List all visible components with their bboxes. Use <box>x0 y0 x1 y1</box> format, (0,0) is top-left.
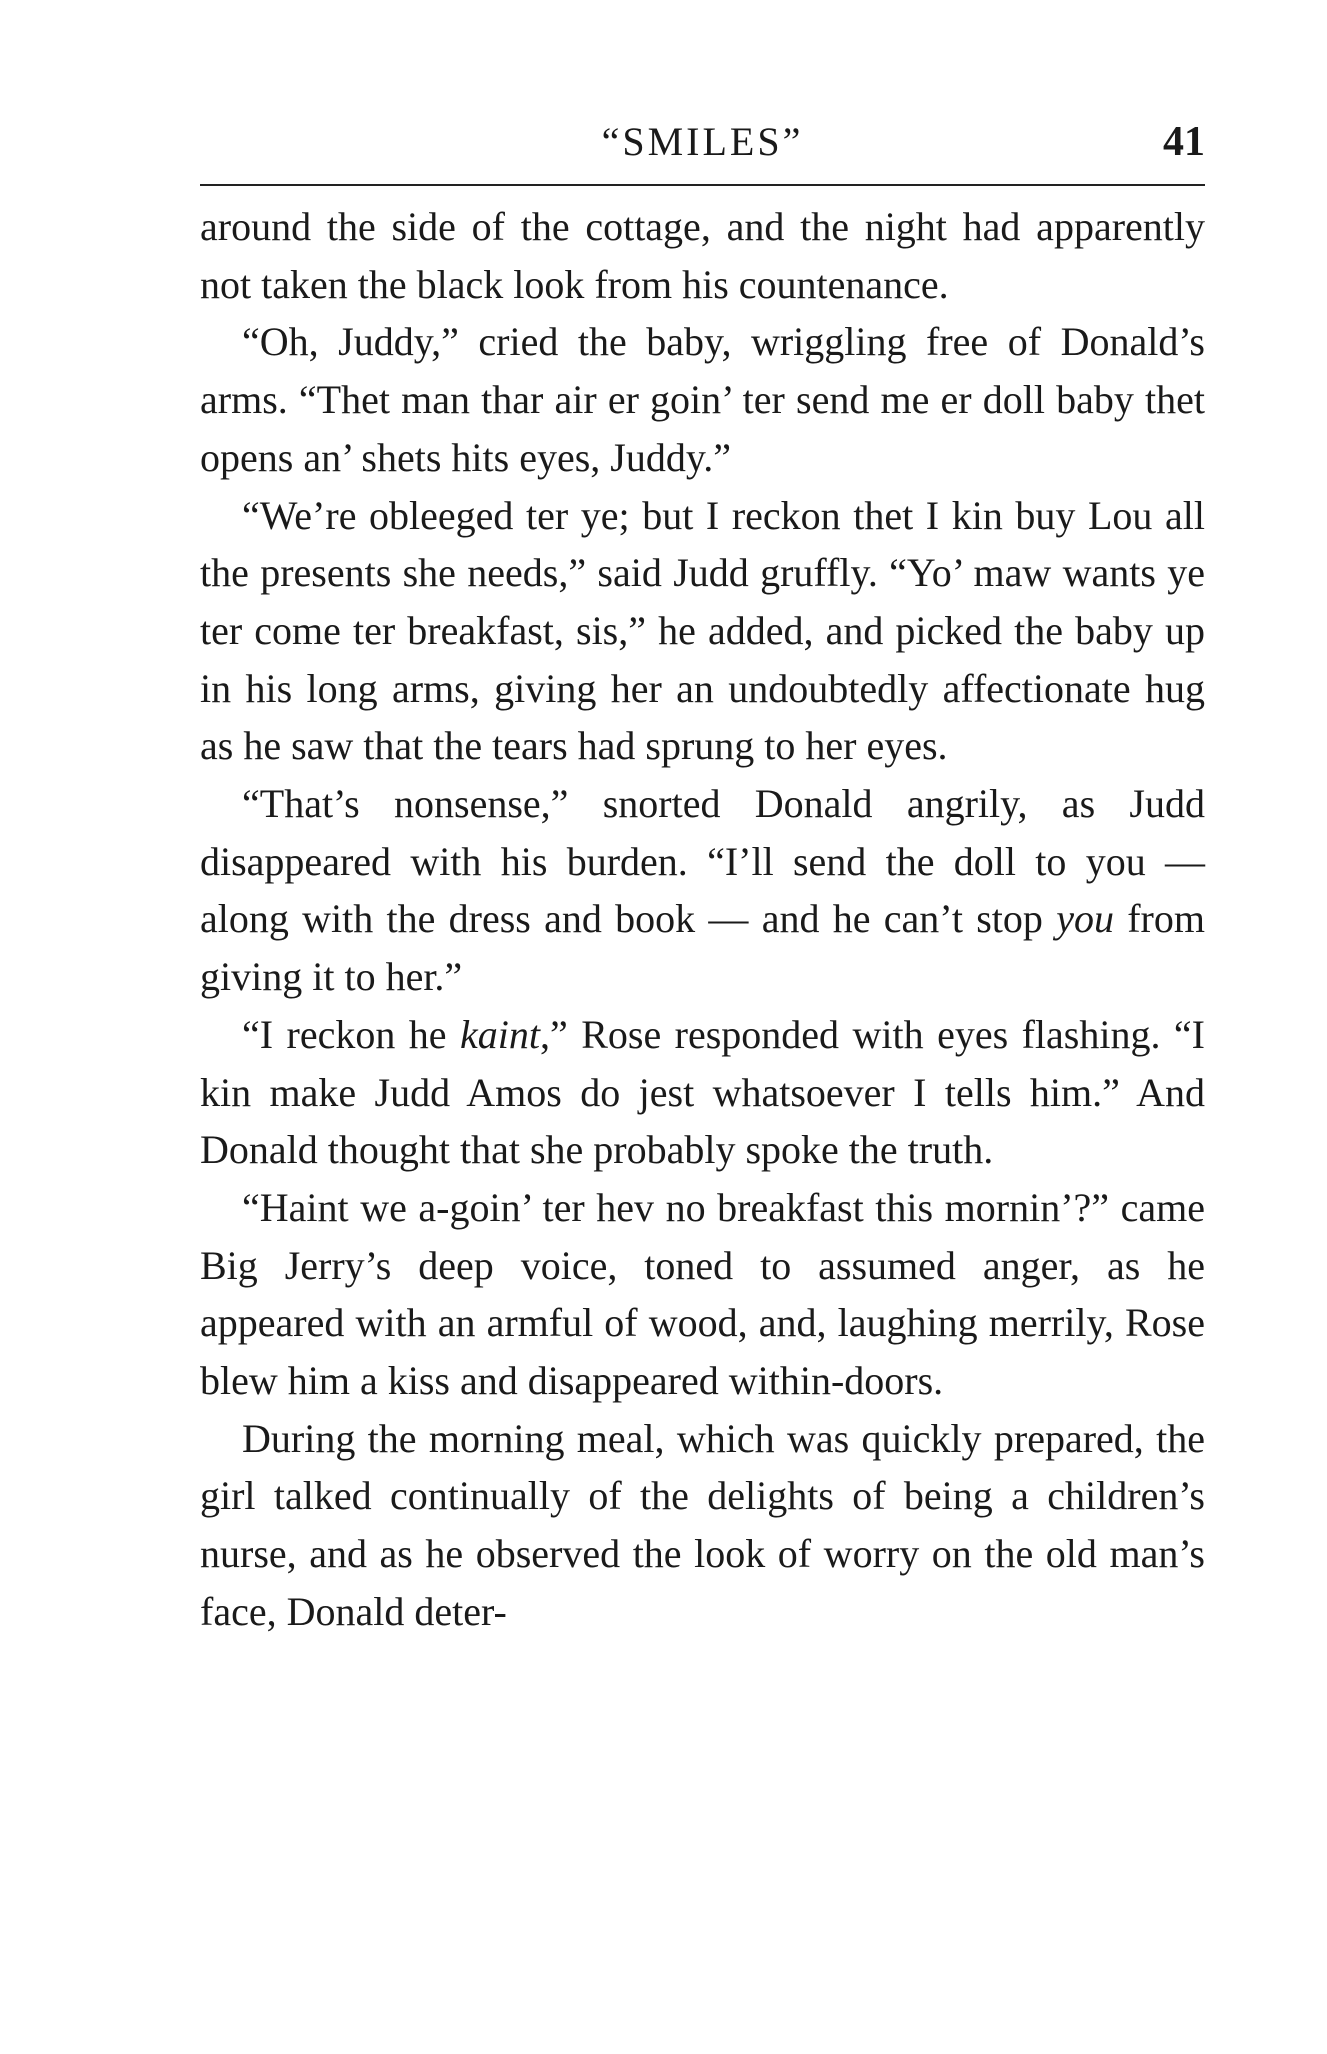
paragraph-text: from giving it to her.” <box>200 896 1205 1000</box>
paragraph-text: “Haint we a-goin’ ter hev no breakfast this mornin’?” came Big Jerry’s deep voice, toned to assumed anger, as he appeared with an armful of wood, and, laughing merrily, Rose blew him a kiss and disappeared within-doors. <box>200 1184 1205 1404</box>
paragraph-text: “I reckon he <box>242 1011 461 1057</box>
running-title: “SMILES” <box>601 119 804 164</box>
paragraph <box>200 198 1205 313</box>
page-number: 41 <box>1163 119 1205 165</box>
paragraph-text: “Oh, Juddy,” cried the baby, wriggling free of Donald’s arms. “Thet man thar air er goin’ ter send me er doll baby thet opens an’ shets hits eyes, Juddy.” <box>200 319 1205 480</box>
paragraph-text: ,” Rose responded with eyes flashing. “I kin make Judd Amos do jest whatsoever I tells him.” And Donald thought that she probably spoke the truth. <box>200 1011 1205 1173</box>
paragraph <box>200 487 1205 776</box>
book-page <box>200 118 1205 1641</box>
body-text <box>200 198 1205 1641</box>
emphasis-text: kaint <box>460 1011 540 1057</box>
paragraph-text: “We’re obleeged ter ye; but I reckon thet I kin buy Lou all the presents she needs,” said Judd gruffly. “Yo’ maw wants ye ter come ter breakfast, sis,” he added, and picked the baby up in his long arms, giving her an undoubtedly affectionate hug as he saw that the tears had sprung to her eyes. <box>200 492 1205 769</box>
emphasis-text: you <box>1056 896 1114 942</box>
paragraph <box>200 313 1205 486</box>
paragraph-text: During the morning meal, which was quickly prepared, the girl talked continually of the delights of being a children’s nurse, and as he observed the look of worry on the old man’s face, Donald deter- <box>200 1415 1205 1634</box>
paragraph <box>200 775 1205 1006</box>
paragraph <box>200 1006 1205 1179</box>
paragraph <box>200 1179 1205 1410</box>
paragraph-text: around the side of the cottage, and the night had apparently not taken the black look from his countenance. <box>200 204 1205 307</box>
paragraph <box>200 1410 1205 1641</box>
page-header <box>200 118 1205 184</box>
header-rule <box>200 184 1205 186</box>
paragraph-text: “That’s nonsense,” snorted Donald angrily, as Judd disappeared with his burden. “I’ll send the doll to you — along with the dress and book — and he can’t stop <box>200 781 1205 942</box>
